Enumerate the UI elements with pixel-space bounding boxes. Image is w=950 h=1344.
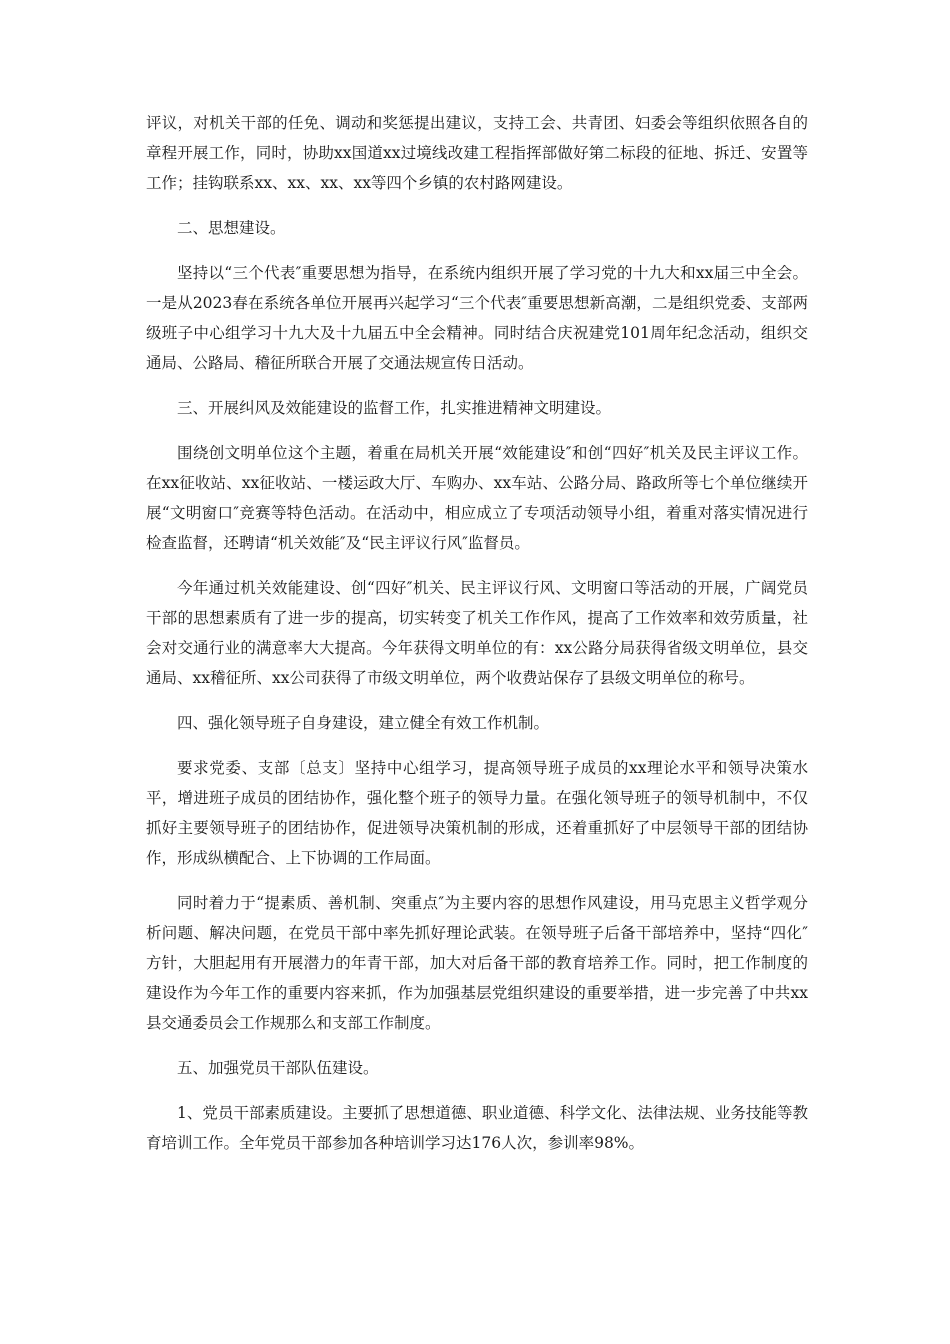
paragraph-three-represents: 坚持以“三个代表″重要思想为指导，在系统内组织开展了学习党的十九大和xx届三中全会。一是从2023春在系统各单位开展再兴起学习“三个代表″重要思想新高潮，二是组织党委、支部两级班子中心组学习十九大及十九届五中全会精神。同时结合庆祝建党101周年纪念活动，组织交通局、公路局、稽征所联合开展了交通法规宣传日活动。 xyxy=(146,264,808,372)
heading-supervision-civilization: 三、开展纠风及效能建设的监督工作，扎实推进精神文明建设。 xyxy=(177,399,612,417)
paragraph-cadre-quality: 1、党员干部素质建设。主要抓了思想道德、职业道德、科学文化、法律法规、业务技能等教育培训工作。全年党员干部参加各种培训学习达176人次，参训率98%。 xyxy=(146,1104,808,1152)
document-page xyxy=(146,108,808,1173)
heading-ideological-building: 二、思想建设。 xyxy=(177,219,286,237)
heading-cadre-team: 五、加强党员干部队伍建设。 xyxy=(177,1059,379,1077)
paragraph-year-results: 今年通过机关效能建设、创“四好″机关、民主评议行风、文明窗口等活动的开展，广阔党员干部的思想素质有了进一步的提高，切实转变了机关工作作风，提高了工作效率和效劳质量，社会对交通行业的满意率大大提高。今年获得文明单位的有：xx公路分局获得省级文明单位，县交通局、xx稽征所、xx公司获得了市级文明单位，两个收费站保存了县级文明单位的称号。 xyxy=(146,579,808,687)
heading-leadership-building: 四、强化领导班子自身建设，建立健全有效工作机制。 xyxy=(177,714,550,732)
paragraph-continued-review: 评议，对机关干部的任免、调动和奖惩提出建议，支持工会、共青团、妇委会等组织依照各自的章程开展工作，同时，协助xx国道xx过境线改建工程指挥部做好第二标段的征地、拆迁、安置等工作；挂钩联系xx、xx、xx、xx等四个乡镇的农村路网建设。 xyxy=(146,114,808,192)
paragraph-study-requirement: 要求党委、支部〔总支〕坚持中心组学习，提高领导班子成员的xx理论水平和领导决策水平，增进班子成员的团结协作，强化整个班子的领导力量。在强化领导班子的领导机制中，不仅抓好主要领导班子的团结协作，促进领导决策机制的形成，还着重抓好了中层领导干部的团结协作，形成纵横配合、上下协调的工作局面。 xyxy=(146,759,808,867)
paragraph-work-style: 同时着力于“提素质、善机制、突重点″为主要内容的思想作风建设，用马克思主义哲学观分析问题、解决问题，在党员干部中率先抓好理论武装。在领导班子后备干部培养中，坚持“四化″方针，大胆起用有开展潜力的年青干部，加大对后备干部的教育培养工作。同时，把工作制度的建设作为今年工作的重要内容来抓，作为加强基层党组织建设的重要举措，进一步完善了中共xx县交通委员会工作规那么和支部工作制度。 xyxy=(146,894,808,1032)
paragraph-civilized-unit: 围绕创文明单位这个主题，着重在局机关开展“效能建设″和创“四好″机关及民主评议工作。在xx征收站、xx征收站、一楼运政大厅、车购办、xx车站、公路分局、路政所等七个单位继续开展“文明窗口″竞赛等特色活动。在活动中，相应成立了专项活动领导小组，着重对落实情况进行检查监督，还聘请“机关效能″及“民主评议行风″监督员。 xyxy=(146,444,808,552)
